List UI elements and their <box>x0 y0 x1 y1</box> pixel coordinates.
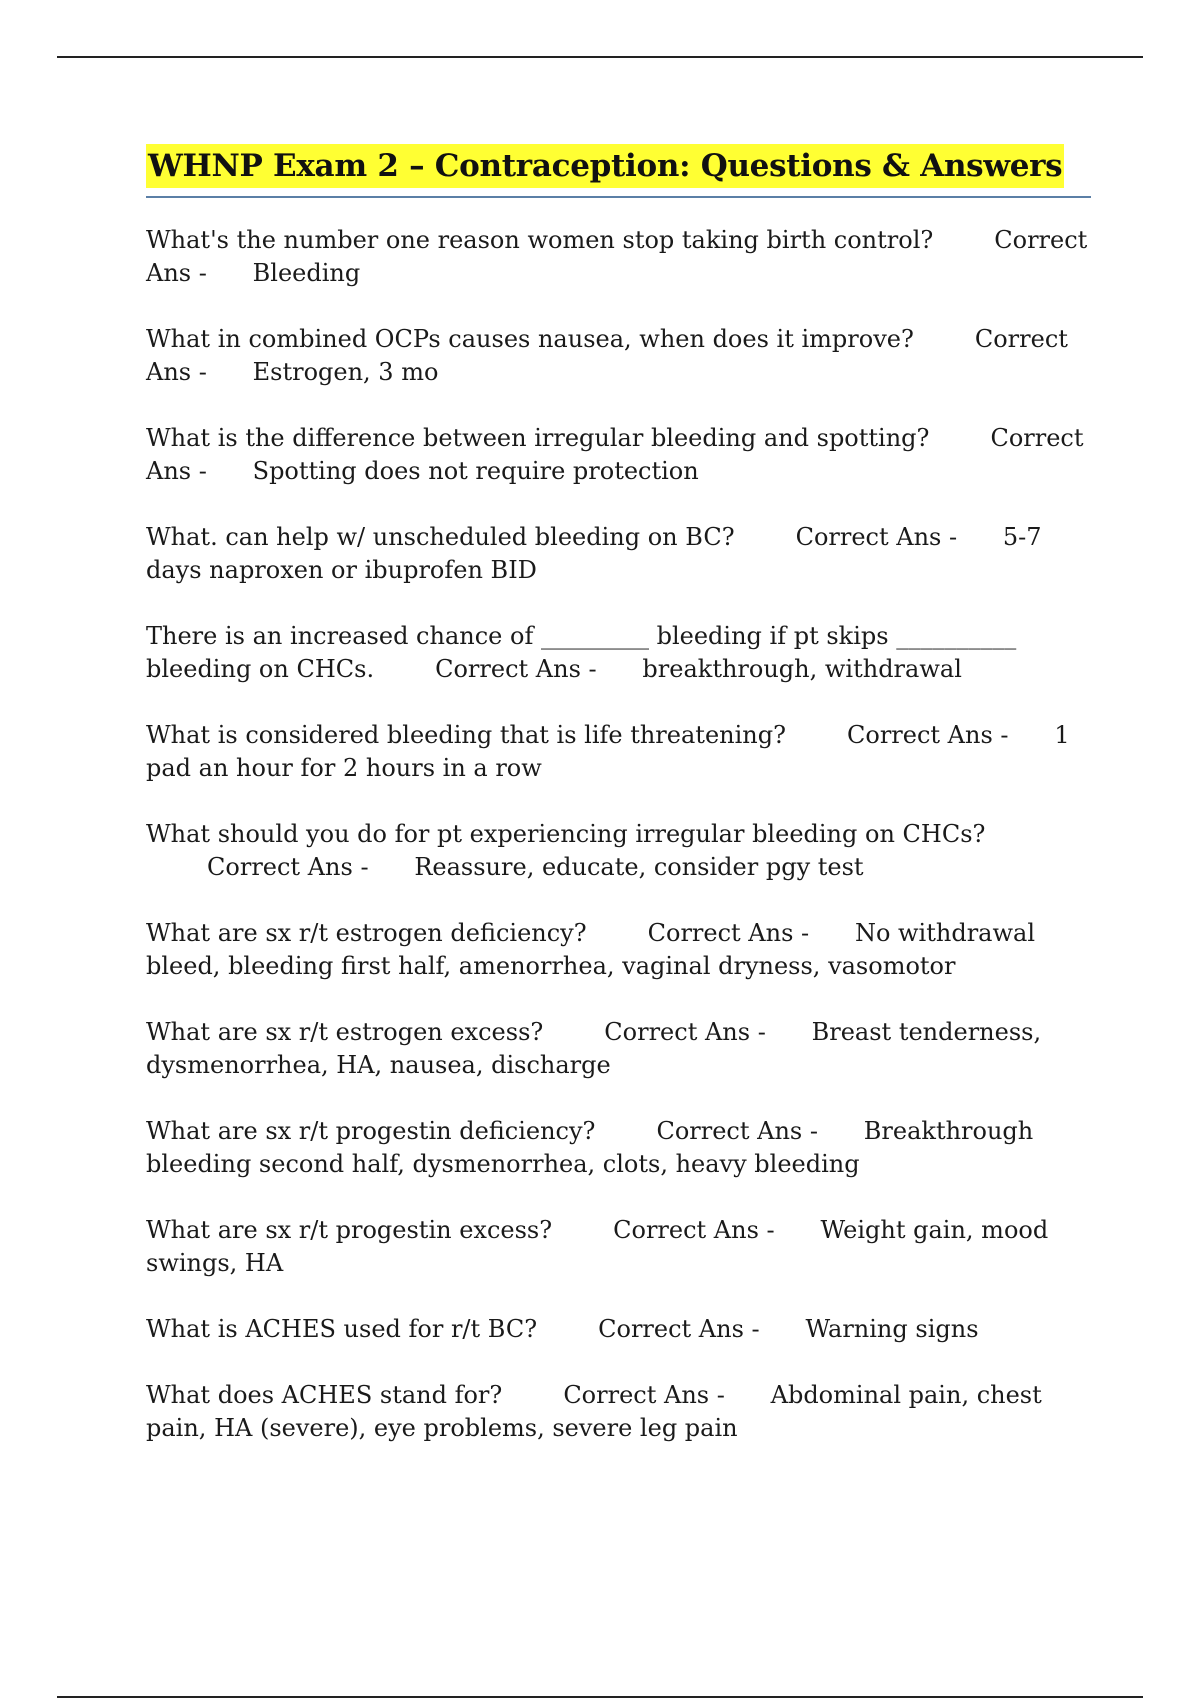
qa-item <box>146 521 1091 587</box>
document-body <box>146 144 1091 1478</box>
qa-item <box>146 224 1091 290</box>
question-text: What are sx r/t progestin excess? <box>146 1216 553 1244</box>
qa-item <box>146 818 1091 884</box>
answer-text: breakthrough, withdrawal <box>642 655 962 683</box>
header-rule <box>57 56 1143 58</box>
document-title: WHNP Exam 2 – Contraception: Questions & Answers <box>146 144 1064 188</box>
qa-item <box>146 1313 1091 1346</box>
answer-text: Weight gain, mood swings, HA <box>146 1216 1049 1277</box>
answer-prefix: Correct Ans - <box>435 655 597 683</box>
answer-prefix: Correct Ans - <box>146 325 1068 386</box>
answer-text: 1 pad an hour for 2 hours in a row <box>146 721 1070 782</box>
qa-item <box>146 719 1091 785</box>
title-block <box>146 144 1091 198</box>
answer-text: No withdrawal bleed, bleeding first half, amenorrhea, vaginal dryness, vasomotor <box>146 919 1036 980</box>
question-text: What's the number one reason women stop taking birth control? <box>146 226 934 254</box>
question-text: What are sx r/t progestin deficiency? <box>146 1117 596 1145</box>
answer-text: Bleeding <box>252 259 361 287</box>
qa-list <box>146 224 1091 1445</box>
answer-text: Estrogen, 3 mo <box>252 358 439 386</box>
qa-item <box>146 1379 1091 1445</box>
footer-rule <box>57 1696 1143 1698</box>
answer-text: Reassure, educate, consider pgy test <box>414 853 864 881</box>
answer-prefix: Correct Ans - <box>656 1117 818 1145</box>
answer-prefix: Correct Ans - <box>613 1216 775 1244</box>
answer-text: Breakthrough bleeding second half, dysmenorrhea, clots, heavy bleeding <box>146 1117 1034 1178</box>
answer-prefix: Correct Ans - <box>847 721 1009 749</box>
question-text: What. can help w/ unscheduled bleeding on BC? <box>146 523 735 551</box>
question-text: What should you do for pt experiencing irregular bleeding on CHCs? <box>146 820 986 848</box>
answer-text: 5-7 days naproxen or ibuprofen BID <box>146 523 1042 584</box>
answer-prefix: Correct Ans - <box>146 226 1088 287</box>
qa-item <box>146 917 1091 983</box>
answer-prefix: Correct Ans - <box>563 1381 725 1409</box>
qa-item <box>146 620 1091 686</box>
answer-prefix: Correct Ans - <box>604 1018 766 1046</box>
answer-prefix: Correct Ans - <box>207 853 369 881</box>
qa-item <box>146 1115 1091 1181</box>
answer-text: Warning signs <box>805 1315 979 1343</box>
question-text: What are sx r/t estrogen deficiency? <box>146 919 587 947</box>
answer-text: Abdominal pain, chest pain, HA (severe), eye problems, severe leg pain <box>146 1381 1042 1442</box>
answer-prefix: Correct Ans - <box>146 424 1084 485</box>
question-text: What in combined OCPs causes nausea, when does it improve? <box>146 325 914 353</box>
question-text: What is considered bleeding that is life threatening? <box>146 721 786 749</box>
answer-prefix: Correct Ans - <box>647 919 810 947</box>
question-text: What are sx r/t estrogen excess? <box>146 1018 544 1046</box>
qa-item <box>146 1214 1091 1280</box>
qa-item <box>146 1016 1091 1082</box>
question-text: What is the difference between irregular bleeding and spotting? <box>146 424 930 452</box>
answer-text: Breast tenderness, dysmenorrhea, HA, nausea, discharge <box>146 1018 1042 1079</box>
qa-item <box>146 323 1091 389</box>
question-text: What is ACHES used for r/t BC? <box>146 1315 538 1343</box>
qa-item <box>146 422 1091 488</box>
answer-text: Spotting does not require protection <box>252 457 699 485</box>
question-text: There is an increased chance of _________ bleeding if pt skips __________ bleeding on CHCs. <box>146 622 1017 683</box>
question-text: What does ACHES stand for? <box>146 1381 503 1409</box>
answer-prefix: Correct Ans - <box>795 523 958 551</box>
answer-prefix: Correct Ans - <box>598 1315 760 1343</box>
